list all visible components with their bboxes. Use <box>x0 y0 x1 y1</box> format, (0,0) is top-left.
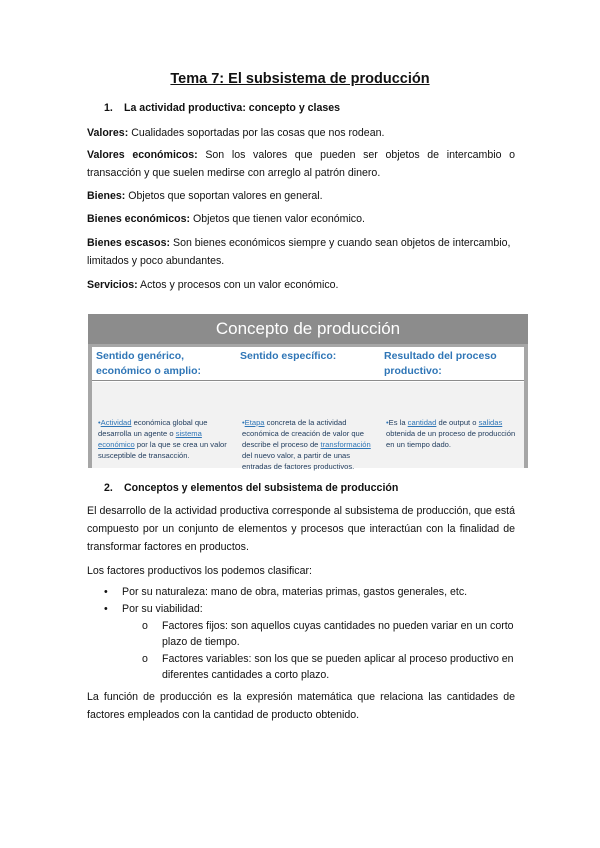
definition-text: Objetos que soportan valores en general. <box>128 190 323 202</box>
term-link: sistema económico <box>98 429 202 449</box>
term-link: transformación <box>320 440 371 449</box>
concept-title: Concepto de producción <box>88 314 528 344</box>
body-text: por la que se crea un valor susceptible de transacción. <box>98 440 227 460</box>
bullet: • <box>98 418 101 427</box>
section-title: Conceptos y elementos del subsistema de producción <box>124 482 399 494</box>
definition-term: Bienes: <box>87 190 126 202</box>
concept-column-specific <box>236 347 380 471</box>
column-body <box>236 382 380 471</box>
term-link: cantidad <box>407 418 437 427</box>
definition-valores <box>87 124 515 142</box>
body-text: concreta de la actividad económica de creación de valor que describe el proceso de <box>242 418 364 449</box>
subbullet-marker: o <box>142 653 148 665</box>
definition-text: Son los valores que pueden ser objetos de intercambio o transacción y que suelen medirse con arreglo al patrón dinero. <box>87 149 516 179</box>
definition-term: Valores económicos: <box>87 149 198 161</box>
bullet-item <box>104 586 467 598</box>
section-heading-1 <box>104 102 340 114</box>
definition-term: Bienes económicos: <box>87 213 191 225</box>
subbullet-item <box>142 651 522 683</box>
body-text: de output o <box>436 418 479 427</box>
bullet-dot: • <box>104 603 108 615</box>
section-heading-2 <box>104 482 398 494</box>
term-link: Actividad <box>100 418 132 427</box>
term-link: Etapa <box>244 418 265 427</box>
definition-servicios <box>87 276 515 294</box>
concept-column-generic <box>92 347 236 468</box>
definition-bienes-economicos <box>87 210 515 228</box>
definition-term: Servicios: <box>87 279 138 291</box>
definition-valores-economicos <box>87 146 515 182</box>
definition-term: Valores: <box>87 127 129 139</box>
paragraph-funcion: La función de producción es la expresión matemática que relaciona las cantidades de factores empleados con la cantidad de producto obtenido. <box>87 691 515 721</box>
subbullet-text: Factores fijos: son aquellos cuyas cantidades no pueden variar en un corto plazo de tiempo. <box>162 620 514 648</box>
bullet: • <box>386 418 389 427</box>
column-heading: Sentido genérico, económico o amplio: <box>92 347 236 381</box>
column-heading: Sentido específico: <box>236 347 380 381</box>
body-text: económica global que desarrolla un agente o <box>98 418 208 438</box>
term-link: salidas <box>478 418 503 427</box>
subbullet-text: Factores variables: son los que se pueden aplicar al proceso productivo en diferentes cantidades a corto plazo. <box>162 653 514 681</box>
bullet-text: Por su naturaleza: mano de obra, materias primas, gastos generales, etc. <box>122 586 468 598</box>
definition-text: Objetos que tienen valor económico. <box>192 213 365 225</box>
body-text: Es la <box>388 418 408 427</box>
concept-column-result <box>380 347 524 468</box>
paragraph-desarrollo: El desarrollo de la actividad productiva corresponde al subsistema de producción, que está compuesto por un conjunto de elementos y procesos que interactúan con la finalidad de transformar factores en productos. <box>87 505 515 553</box>
definition-term: Bienes escasos: <box>87 237 171 249</box>
subbullet-item <box>142 618 522 650</box>
definition-text: Cualidades soportadas por las cosas que nos rodean. <box>131 127 385 139</box>
definition-text: Son bienes económicos siempre y cuando sean objetos de intercambio, limitados y poco abundantes. <box>87 237 511 267</box>
bullet-dot: • <box>104 586 108 598</box>
definition-bienes-escasos <box>87 234 515 270</box>
definition-bienes <box>87 187 515 205</box>
section-number: 1. <box>104 102 113 114</box>
concept-diagram <box>88 314 528 471</box>
bullet: • <box>242 418 245 427</box>
bullet-text: Por su viabilidad: <box>122 603 203 615</box>
section-title: La actividad productiva: concepto y clases <box>124 102 341 114</box>
body-text: obtenida de un proceso de producción en un tiempo dado. <box>386 429 516 449</box>
bullet-item <box>104 603 203 615</box>
column-body <box>92 382 236 468</box>
paragraph-factores: Los factores productivos los podemos clasificar: <box>87 565 312 577</box>
column-heading: Resultado del proceso productivo: <box>380 347 524 381</box>
section-number: 2. <box>104 482 113 494</box>
page-title: Tema 7: El subsistema de producción <box>170 71 430 87</box>
subbullet-marker: o <box>142 620 148 632</box>
definition-text: Actos y procesos con un valor económico. <box>140 279 339 291</box>
column-body <box>380 382 524 468</box>
body-text: del nuevo valor, a partir de unas entradas de factores productivos. <box>242 451 355 471</box>
